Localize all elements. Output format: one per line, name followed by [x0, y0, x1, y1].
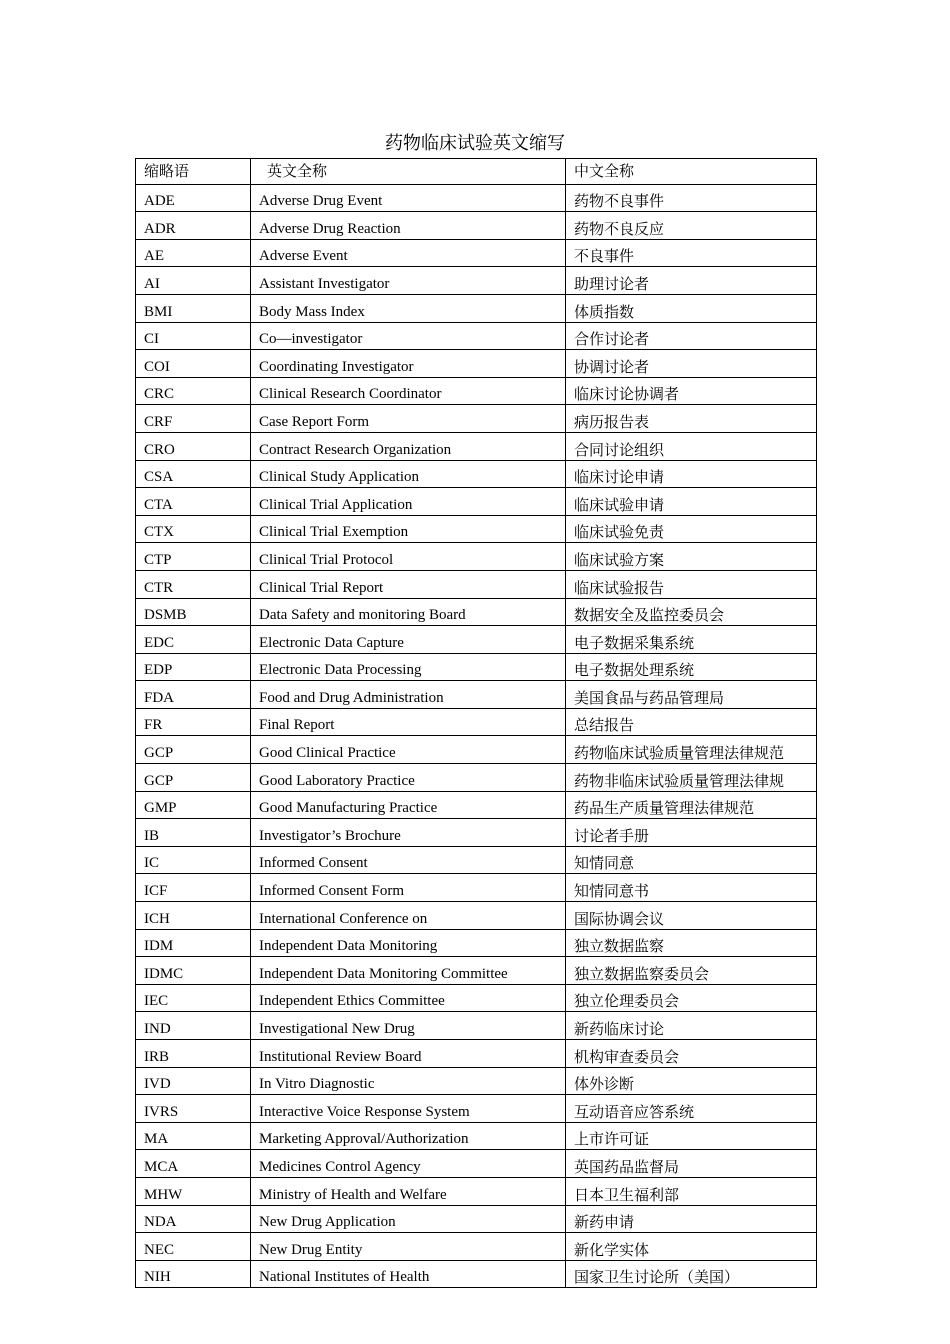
table-row — [136, 1095, 817, 1123]
chinese-name-cell: 独立伦理委员会 — [566, 984, 817, 1012]
abbreviation-cell: CSA — [136, 460, 251, 488]
english-name-cell: Adverse Drug Event — [251, 184, 566, 212]
table-row — [136, 212, 817, 240]
english-name-cell: Case Report Form — [251, 405, 566, 433]
abbreviation-cell: IB — [136, 819, 251, 847]
chinese-name-cell: 独立数据监察 — [566, 929, 817, 957]
abbreviation-cell: NIH — [136, 1260, 251, 1288]
chinese-name-cell: 国际协调会议 — [566, 902, 817, 930]
table-row — [136, 1040, 817, 1068]
table-row — [136, 653, 817, 681]
table-row — [136, 267, 817, 295]
abbreviation-cell: GCP — [136, 764, 251, 792]
english-name-cell: Clinical Trial Application — [251, 488, 566, 516]
chinese-name-cell: 独立数据监察委员会 — [566, 957, 817, 985]
english-name-cell: In Vitro Diagnostic — [251, 1067, 566, 1095]
abbreviation-cell: MHW — [136, 1177, 251, 1205]
table-row — [136, 1260, 817, 1288]
abbreviation-cell: ADE — [136, 184, 251, 212]
table-row — [136, 846, 817, 874]
abbreviation-cell: DSMB — [136, 598, 251, 626]
chinese-name-cell: 美国食品与药品管理局 — [566, 681, 817, 709]
abbreviation-cell: IVD — [136, 1067, 251, 1095]
abbreviation-cell: IND — [136, 1012, 251, 1040]
table-row — [136, 322, 817, 350]
table-row — [136, 681, 817, 709]
abbreviation-cell: CRC — [136, 377, 251, 405]
abbreviation-cell: GCP — [136, 736, 251, 764]
table-row — [136, 294, 817, 322]
table-row — [136, 1233, 817, 1261]
english-name-cell: Body Mass Index — [251, 294, 566, 322]
table-row — [136, 1012, 817, 1040]
english-name-cell: Electronic Data Processing — [251, 653, 566, 681]
chinese-name-cell: 新化学实体 — [566, 1233, 817, 1261]
abbreviation-cell: BMI — [136, 294, 251, 322]
table-header-row — [136, 159, 817, 185]
chinese-name-cell: 互动语音应答系统 — [566, 1095, 817, 1123]
table-row — [136, 1177, 817, 1205]
english-name-cell: Clinical Research Coordinator — [251, 377, 566, 405]
chinese-name-cell: 临床试验免责 — [566, 515, 817, 543]
chinese-name-cell: 机构审查委员会 — [566, 1040, 817, 1068]
table-row — [136, 957, 817, 985]
abbreviation-cell: COI — [136, 350, 251, 378]
abbreviation-cell: IC — [136, 846, 251, 874]
chinese-name-cell: 数据安全及监控委员会 — [566, 598, 817, 626]
english-name-cell: Adverse Drug Reaction — [251, 212, 566, 240]
chinese-name-cell: 不良事件 — [566, 239, 817, 267]
abbreviation-cell: CTX — [136, 515, 251, 543]
english-name-cell: New Drug Application — [251, 1205, 566, 1233]
english-name-cell: Interactive Voice Response System — [251, 1095, 566, 1123]
table-row — [136, 984, 817, 1012]
table-row — [136, 350, 817, 378]
table-row — [136, 764, 817, 792]
table-row — [136, 929, 817, 957]
abbreviation-cell: MCA — [136, 1150, 251, 1178]
chinese-name-cell: 电子数据采集系统 — [566, 626, 817, 654]
table-row — [136, 874, 817, 902]
header-chinese-name: 中文全称 — [566, 159, 817, 185]
header-english-name: 英文全称 — [251, 159, 566, 185]
english-name-cell: Informed Consent — [251, 846, 566, 874]
table-row — [136, 488, 817, 516]
english-name-cell: Adverse Event — [251, 239, 566, 267]
table-row — [136, 902, 817, 930]
english-name-cell: Institutional Review Board — [251, 1040, 566, 1068]
table-row — [136, 791, 817, 819]
table-row — [136, 1122, 817, 1150]
english-name-cell: Assistant Investigator — [251, 267, 566, 295]
abbreviation-cell: FDA — [136, 681, 251, 709]
abbreviation-cell: AI — [136, 267, 251, 295]
english-name-cell: Coordinating Investigator — [251, 350, 566, 378]
english-name-cell: Clinical Trial Protocol — [251, 543, 566, 571]
table-row — [136, 432, 817, 460]
english-name-cell: Investigational New Drug — [251, 1012, 566, 1040]
english-name-cell: International Conference on — [251, 902, 566, 930]
abbreviation-cell: IEC — [136, 984, 251, 1012]
abbreviation-cell: CRF — [136, 405, 251, 433]
chinese-name-cell: 英国药品监督局 — [566, 1150, 817, 1178]
english-name-cell: Informed Consent Form — [251, 874, 566, 902]
english-name-cell: Electronic Data Capture — [251, 626, 566, 654]
chinese-name-cell: 日本卫生福利部 — [566, 1177, 817, 1205]
chinese-name-cell: 知情同意 — [566, 846, 817, 874]
abbreviation-cell: EDP — [136, 653, 251, 681]
abbreviation-cell: FR — [136, 708, 251, 736]
abbreviation-cell: CRO — [136, 432, 251, 460]
abbreviation-cell: GMP — [136, 791, 251, 819]
table-row — [136, 1205, 817, 1233]
chinese-name-cell: 体外诊断 — [566, 1067, 817, 1095]
table-row — [136, 626, 817, 654]
abbreviation-cell: ICF — [136, 874, 251, 902]
chinese-name-cell: 新药申请 — [566, 1205, 817, 1233]
table-row — [136, 405, 817, 433]
abbreviation-table — [135, 158, 817, 1288]
english-name-cell: Clinical Study Application — [251, 460, 566, 488]
chinese-name-cell: 合同讨论组织 — [566, 432, 817, 460]
chinese-name-cell: 临床试验方案 — [566, 543, 817, 571]
chinese-name-cell: 药品生产质量管理法律规范 — [566, 791, 817, 819]
chinese-name-cell: 临床讨论协调者 — [566, 377, 817, 405]
chinese-name-cell: 助理讨论者 — [566, 267, 817, 295]
abbreviation-cell: NDA — [136, 1205, 251, 1233]
abbreviation-cell: CTA — [136, 488, 251, 516]
chinese-name-cell: 临床试验报告 — [566, 570, 817, 598]
english-name-cell: Investigator’s Brochure — [251, 819, 566, 847]
table-row — [136, 239, 817, 267]
english-name-cell: Food and Drug Administration — [251, 681, 566, 709]
abbreviation-cell: MA — [136, 1122, 251, 1150]
chinese-name-cell: 药物非临床试验质量管理法律规 — [566, 764, 817, 792]
english-name-cell: Clinical Trial Exemption — [251, 515, 566, 543]
abbreviation-cell: CI — [136, 322, 251, 350]
english-name-cell: National Institutes of Health — [251, 1260, 566, 1288]
abbreviation-cell: ADR — [136, 212, 251, 240]
chinese-name-cell: 国家卫生讨论所（美国） — [566, 1260, 817, 1288]
table-row — [136, 543, 817, 571]
english-name-cell: Good Clinical Practice — [251, 736, 566, 764]
english-name-cell: Final Report — [251, 708, 566, 736]
english-name-cell: Independent Data Monitoring Committee — [251, 957, 566, 985]
table-row — [136, 598, 817, 626]
table-row — [136, 736, 817, 764]
abbreviation-cell: IDM — [136, 929, 251, 957]
english-name-cell: Co—investigator — [251, 322, 566, 350]
abbreviation-cell: ICH — [136, 902, 251, 930]
table-body — [136, 184, 817, 1288]
abbreviation-cell: EDC — [136, 626, 251, 654]
abbreviation-cell: NEC — [136, 1233, 251, 1261]
chinese-name-cell: 合作讨论者 — [566, 322, 817, 350]
english-name-cell: Ministry of Health and Welfare — [251, 1177, 566, 1205]
table-row — [136, 377, 817, 405]
table-row — [136, 184, 817, 212]
abbreviation-cell: IDMC — [136, 957, 251, 985]
table-row — [136, 515, 817, 543]
english-name-cell: Clinical Trial Report — [251, 570, 566, 598]
page-title: 药物临床试验英文缩写 — [385, 133, 565, 154]
table-row — [136, 1150, 817, 1178]
chinese-name-cell: 药物不良事件 — [566, 184, 817, 212]
chinese-name-cell: 临床讨论申请 — [566, 460, 817, 488]
chinese-name-cell: 药物临床试验质量管理法律规范 — [566, 736, 817, 764]
english-name-cell: Good Laboratory Practice — [251, 764, 566, 792]
table-row — [136, 819, 817, 847]
english-name-cell: New Drug Entity — [251, 1233, 566, 1261]
english-name-cell: Independent Ethics Committee — [251, 984, 566, 1012]
english-name-cell: Marketing Approval/Authorization — [251, 1122, 566, 1150]
english-name-cell: Data Safety and monitoring Board — [251, 598, 566, 626]
abbreviation-cell: CTP — [136, 543, 251, 571]
abbreviation-cell: CTR — [136, 570, 251, 598]
chinese-name-cell: 体质指数 — [566, 294, 817, 322]
chinese-name-cell: 上市许可证 — [566, 1122, 817, 1150]
chinese-name-cell: 药物不良反应 — [566, 212, 817, 240]
english-name-cell: Medicines Control Agency — [251, 1150, 566, 1178]
table-row — [136, 570, 817, 598]
chinese-name-cell: 新药临床讨论 — [566, 1012, 817, 1040]
abbreviation-cell: AE — [136, 239, 251, 267]
chinese-name-cell: 总结报告 — [566, 708, 817, 736]
english-name-cell: Good Manufacturing Practice — [251, 791, 566, 819]
abbreviation-cell: IVRS — [136, 1095, 251, 1123]
chinese-name-cell: 病历报告表 — [566, 405, 817, 433]
table-row — [136, 1067, 817, 1095]
english-name-cell: Contract Research Organization — [251, 432, 566, 460]
chinese-name-cell: 知情同意书 — [566, 874, 817, 902]
chinese-name-cell: 讨论者手册 — [566, 819, 817, 847]
chinese-name-cell: 临床试验申请 — [566, 488, 817, 516]
header-abbreviation: 缩略语 — [136, 159, 251, 185]
chinese-name-cell: 电子数据处理系统 — [566, 653, 817, 681]
chinese-name-cell: 协调讨论者 — [566, 350, 817, 378]
table-row — [136, 708, 817, 736]
abbreviation-cell: IRB — [136, 1040, 251, 1068]
english-name-cell: Independent Data Monitoring — [251, 929, 566, 957]
table-row — [136, 460, 817, 488]
